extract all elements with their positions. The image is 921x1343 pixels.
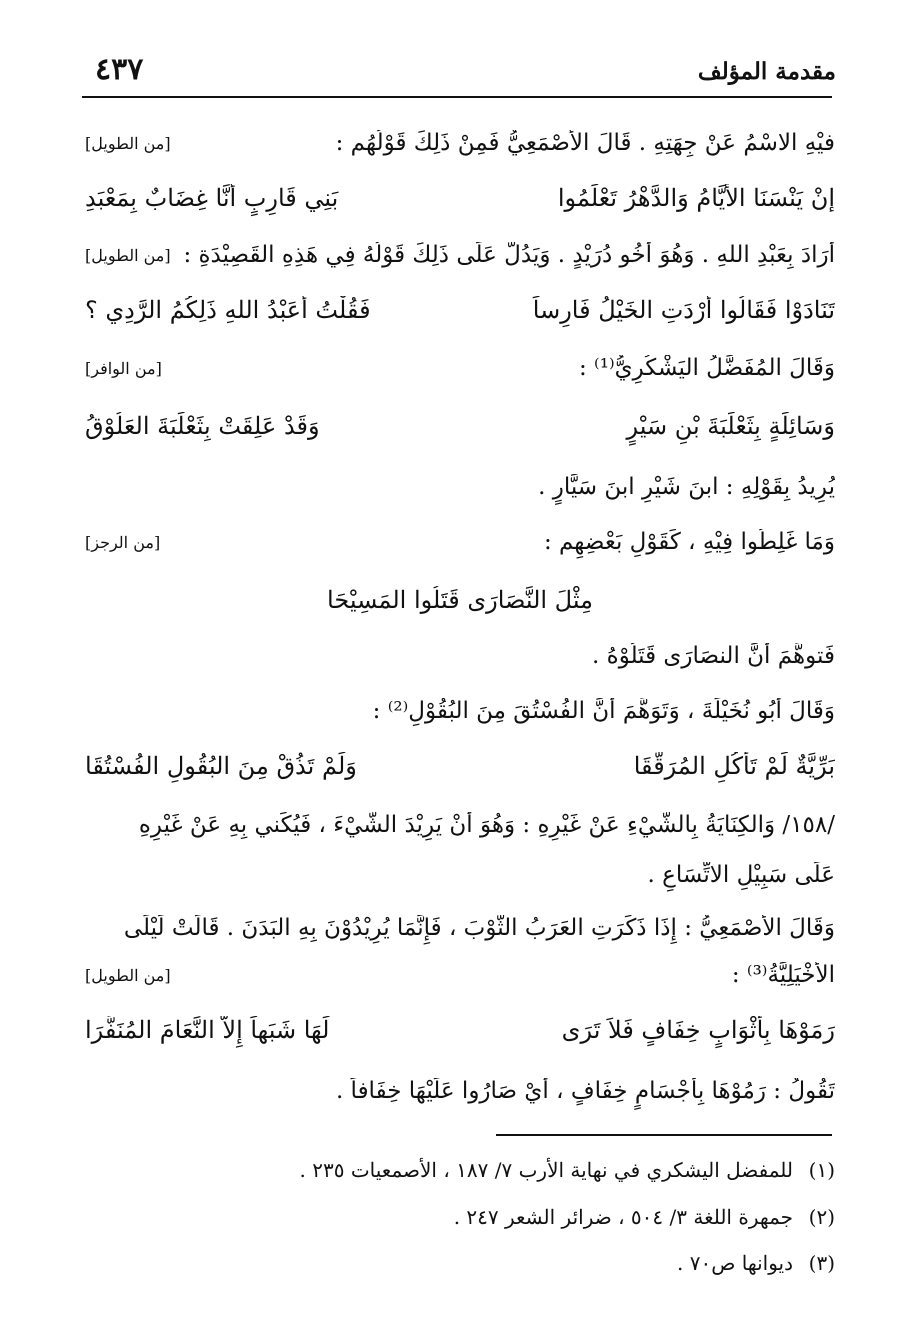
verse-second-hemistich: وَلَمْ تَذُقْ مِنَ البُقُولِ الفُسْتُقَا: [85, 752, 357, 780]
verse-line-6: [85, 1016, 835, 1054]
verse-line-5: [85, 752, 835, 790]
prose-line-15: [85, 915, 835, 949]
verse-second-hemistich: وَقَدْ عَلِقَتْ بِثَعْلَبَةَ العَلُوْقُ: [85, 412, 320, 440]
meter-label: [من الطويل]: [85, 966, 171, 985]
meter-label: [من الطويل]: [85, 134, 171, 153]
prose-line-10: [85, 643, 835, 677]
prose-text: تَقُولُ : رَمُوْهَا بِأَجْسَامٍ خِفَافٍ ، أَيْ صَارُوا عَلَيْهَا خِفَافاً .: [335, 1078, 835, 1104]
footnote-text: للمفضل اليشكري في نهاية الأرب ٧/ ١٨٧ ، الأصمعيات ٢٣٥ .: [299, 1158, 793, 1182]
prose-line-3: [85, 242, 835, 276]
verse-first-hemistich: بَرِّيَّةٌ لَمْ تَأْكُلِ المُرَقَّقَا: [633, 752, 835, 780]
prose-text: أَرَادَ بِعَبْدِ اللهِ . وَهُوَ أَخُو دُرَيْدٍ . وَيَدُلُّ عَلَى ذَلِكَ قَوْلُهُ فِي هَذِهِ القَصِيْدَةِ :: [183, 242, 835, 268]
footnote-number: (٣): [808, 1251, 835, 1275]
verse-first-hemistich: إنْ يَنْسَنَا الأَيَّامُ وَالدَّهْرُ تَعْلَمُوا: [557, 184, 835, 212]
running-title: مقدمة المؤلف: [697, 58, 836, 85]
prose-line-14: [85, 862, 835, 896]
footnote-text: ديوانها ص٧٠ .: [677, 1251, 793, 1275]
prose-text: وَمَا غَلِطُوا فِيْهِ ، كَقَوْلِ بَعْضِهِم :: [543, 529, 835, 555]
verse-second-hemistich: فَقُلْتُ أَعَبْدُ اللهِ ذَلِكُمُ الرَّدِي ؟: [85, 296, 371, 324]
prose-text: وَقَالَ المُفَضَّلُ اليَشْكُرِيُّ⁽¹⁾ :: [579, 355, 835, 381]
meter-label: [من الوافر]: [85, 359, 162, 378]
prose-line-7: [85, 474, 835, 508]
footnote-1: [85, 1158, 835, 1182]
header-rule: [82, 96, 832, 98]
verse-line-3: [85, 412, 835, 450]
prose-text: يُرِيدُ بِقَوْلِهِ : ابنَ شَيْرِ ابنَ سَيَّارٍ .: [538, 474, 835, 500]
prose-line-8: [85, 529, 835, 563]
prose-text: عَلَى سَبِيْلِ الاتِّسَاعِ .: [647, 862, 835, 888]
verse-first-hemistich: رَمَوْهَا بِأَثْوَابٍ خِفَافٍ فَلاَ تَرَى: [561, 1016, 835, 1044]
verse-line-1: [85, 184, 835, 222]
footnote-number: (١): [808, 1158, 835, 1182]
verse-single-line: مِثْلَ النَّصَارَى قَتَلُوا المَسِيْحَا: [327, 586, 593, 614]
footnote-2: [85, 1205, 835, 1229]
footnote-3: [85, 1251, 835, 1275]
verse-first-hemistich: تَنَادَوْا فَقَالُوا أَرْدَتِ الخَيْلُ فَارِساً: [532, 296, 835, 324]
meter-label: [من الرجز]: [85, 533, 161, 552]
prose-text: وَقَالَ الأَصْمَعِيُّ : إِذَا ذَكَرَتِ العَرَبُ الثَّوْبَ ، فَإِنَّمَا يُرِيْدُوْنَ بِهِ البَدَنَ . قَالَتْ لَيْلَى: [123, 915, 835, 941]
prose-line-18: [85, 1078, 835, 1112]
footnote-rule: [496, 1134, 832, 1136]
prose-line-1: [85, 130, 835, 164]
verse-second-hemistich: بَنِي قَارِبٍ أَنَّا غِضَابٌ بِمَعْبَدِ: [85, 184, 339, 212]
prose-line-5: [85, 355, 835, 389]
verse-second-hemistich: لَهَا شَبَهاً إِلاَّ النَّعَامَ المُنَفَّرَا: [85, 1016, 330, 1044]
page-number: ٤٣٧: [95, 52, 144, 87]
prose-text: /١٥٨/ وَالكِنَايَةُ بِالشَّيْءِ عَنْ غَيْرِهِ : وَهُوَ أَنْ يَرِيْدَ الشَّيْءَ ، فَيُكَني بِهِ عَنْ غَيْرِهِ: [138, 812, 835, 838]
prose-line-13: [85, 812, 835, 846]
prose-text: فيْهِ الاسْمُ عَنْ جِهَتِهِ . قَالَ الأَصْمَعِيُّ فَمِنْ ذَلِكَ قَوْلُهُم :: [335, 130, 835, 156]
verse-first-hemistich: وَسَائِلَةٍ بِثَعْلَبَةَ بْنِ سَيْرٍ: [626, 412, 835, 440]
prose-text: فَتوهَّمَ أَنَّ النصَارَى قَتَلُوْهُ .: [592, 643, 835, 669]
meter-label: [من الطويل]: [85, 246, 171, 265]
prose-line-11: [85, 698, 835, 732]
prose-text: وَقَالَ أَبُو نُخَيْلَةَ ، وَتَوَهَّمَ أَنَّ الفُسْتُقَ مِنَ البُقُوْلِ⁽²⁾ :: [372, 698, 835, 724]
page-header: [0, 52, 921, 92]
verse-line-2: [85, 296, 835, 334]
footnote-text: جمهرة اللغة ٣/ ٥٠٤ ، ضرائر الشعر ٢٤٧ .: [453, 1205, 793, 1229]
prose-line-16: [85, 962, 835, 996]
prose-text: الأَخْيَلِيَّةُ⁽³⁾ :: [731, 962, 835, 988]
footnote-number: (٢): [808, 1205, 835, 1229]
verse-line-4: [85, 586, 835, 624]
